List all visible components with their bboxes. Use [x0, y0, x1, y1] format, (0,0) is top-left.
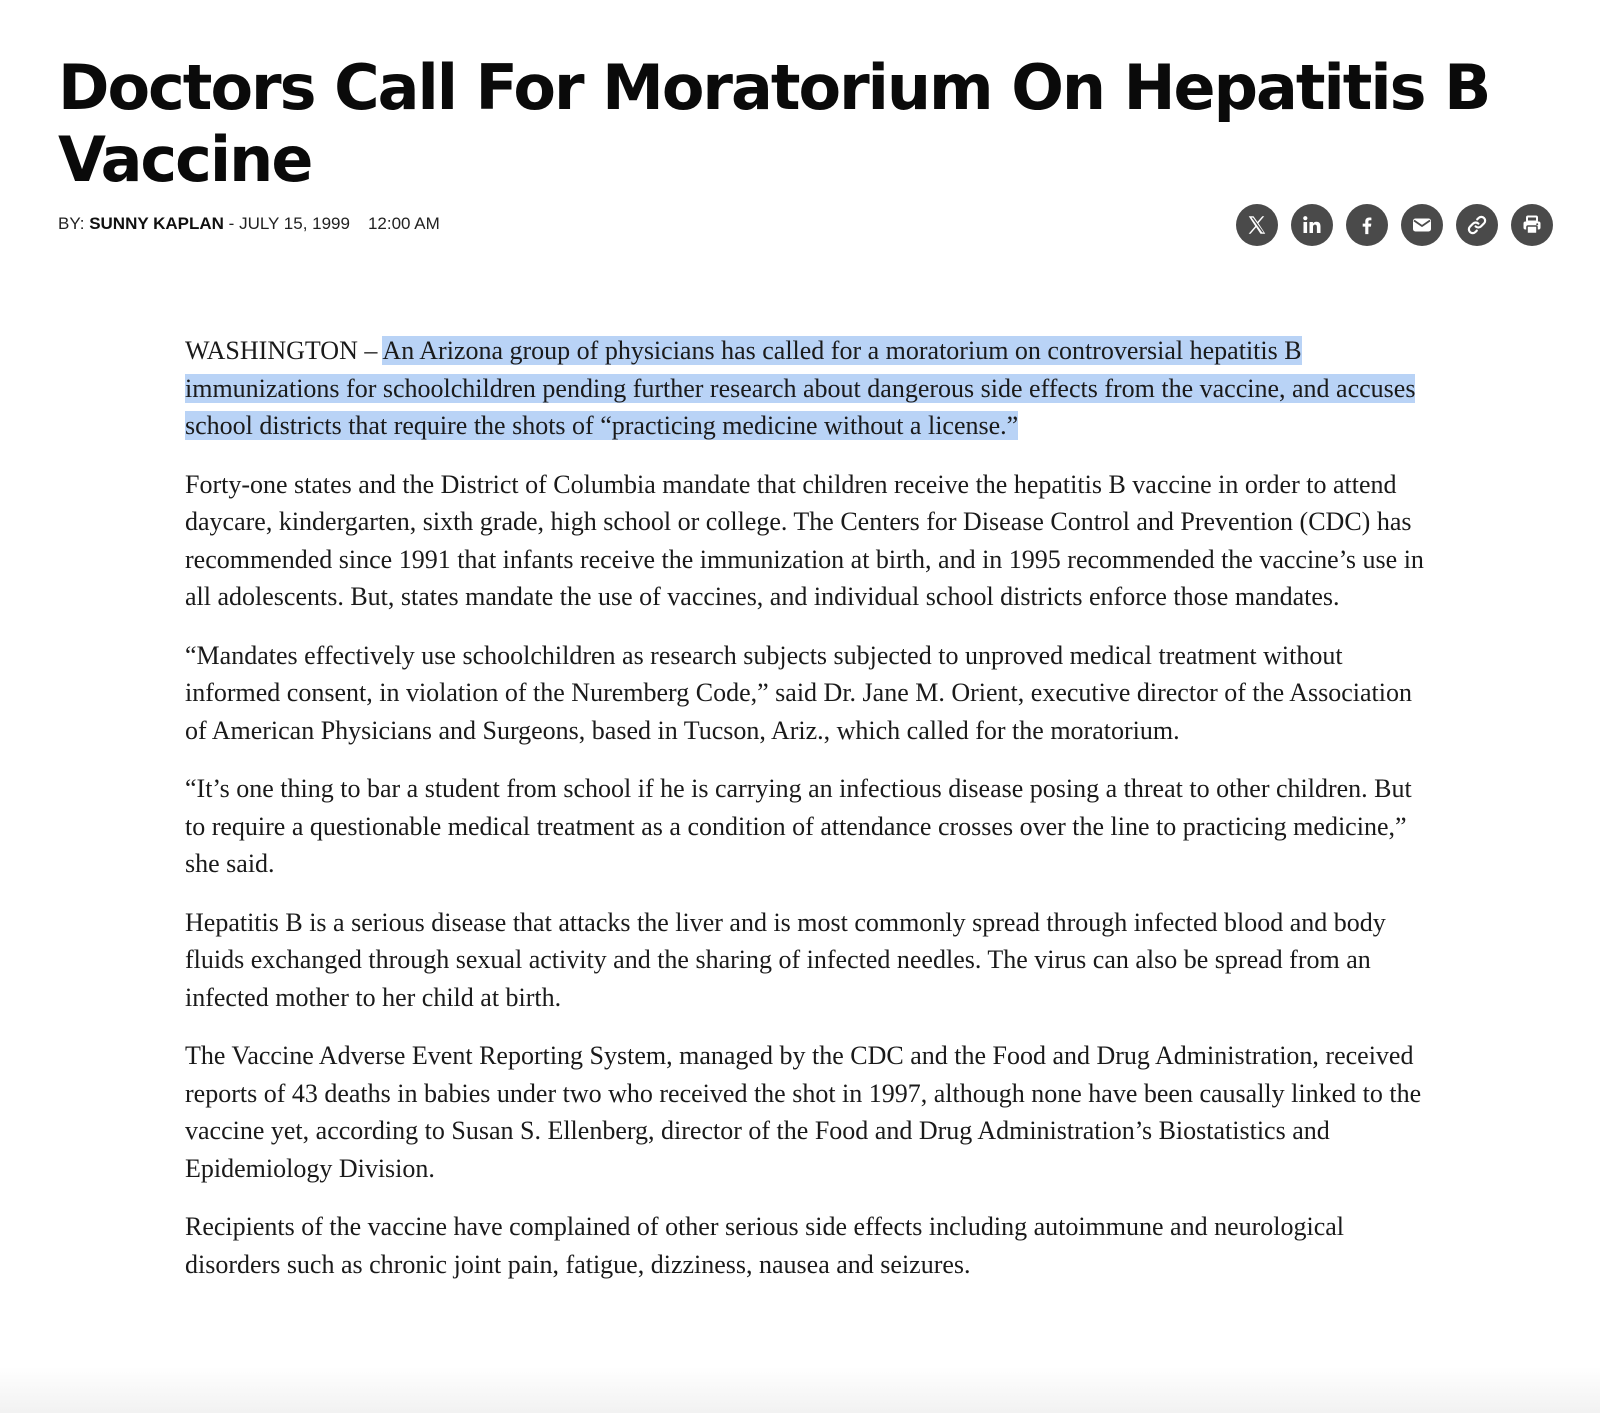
bottom-fade — [0, 1367, 1600, 1413]
article-lead-paragraph — [185, 332, 1425, 445]
selected-text[interactable]: An Arizona group of physicians has called for a moratorium on controversial hepatitis B immunizations for schoolchildren pending further research about dangerous side effects from the vaccine, and accuses school districts that require the shots of “practicing medicine without a license.” — [185, 336, 1416, 440]
email-icon — [1410, 213, 1434, 237]
article-paragraph: “Mandates effectively use schoolchildren as research subjects subjected to unproved medical treatment without informed consent, in violation of the Nuremberg Code,” said Dr. Jane M. Orient, executive director of the Association of American Physicians and Surgeons, based in Tucson, Ariz., which called for the moratorium. — [185, 640, 1412, 745]
facebook-icon — [1356, 212, 1378, 238]
byline-separator: - — [223, 214, 240, 233]
article-paragraph: The Vaccine Adverse Event Reporting System, managed by the CDC and the Food and Drug Administration, received reports of 43 deaths in babies under two who received the shot in 1997, although none have been causally linked to the vaccine yet, according to Susan S. Ellenberg, director of the Food and Drug Administration’s Biostatistics and Epidemiology Division. — [185, 1041, 1422, 1183]
share-email-button[interactable] — [1401, 204, 1443, 246]
article-paragraph: Recipients of the vaccine have complained of other serious side effects including autoimmune and neurological disorders such as chronic joint pain, fatigue, dizziness, nausea and seizures. — [185, 1212, 1345, 1279]
article-body — [185, 332, 1425, 1304]
share-facebook-button[interactable] — [1346, 204, 1388, 246]
byline-time: 12:00 AM — [367, 214, 440, 233]
byline-prefix: BY: — [58, 214, 90, 233]
print-button[interactable] — [1511, 204, 1553, 246]
article-paragraph: Forty-one states and the District of Columbia mandate that children receive the hepatitis B vaccine in order to attend daycare, kindergarten, sixth grade, high school or college. The Centers for Disease Control and Prevention (CDC) has recommended since 1991 that infants receive the immunization at birth, and in 1995 recommended the vaccine’s use in all adolescents. But, states mandate the use of vaccines, and individual school districts enforce those mandates. — [185, 469, 1424, 611]
share-bar — [1236, 204, 1553, 246]
share-link-button[interactable] — [1456, 204, 1498, 246]
share-linkedin-button[interactable] — [1291, 204, 1333, 246]
byline-date: JULY 15, 1999 — [239, 214, 350, 233]
x-icon — [1246, 214, 1268, 236]
linkedin-icon — [1300, 213, 1324, 237]
share-x-button[interactable] — [1236, 204, 1278, 246]
byline-author[interactable]: SUNNY KAPLAN — [89, 214, 224, 233]
article-paragraph: Hepatitis B is a serious disease that attacks the liver and is most commonly spread through infected blood and body fluids exchanged through sexual activity and the sharing of infected needles. The virus can also be spread from an infected mother to her child at birth. — [185, 907, 1386, 1012]
link-icon — [1465, 213, 1489, 237]
dateline: WASHINGTON – — [185, 336, 383, 365]
article-paragraph: “It’s one thing to bar a student from school if he is carrying an infectious disease posing a threat to other children. But to require a questionable medical treatment as a condition of attendance crosses over the line to practicing medicine,” she said. — [185, 774, 1412, 878]
article-headline: Doctors Call For Moratorium On Hepatitis B Vaccine — [58, 51, 1490, 196]
print-icon — [1520, 213, 1544, 237]
byline — [58, 213, 440, 235]
